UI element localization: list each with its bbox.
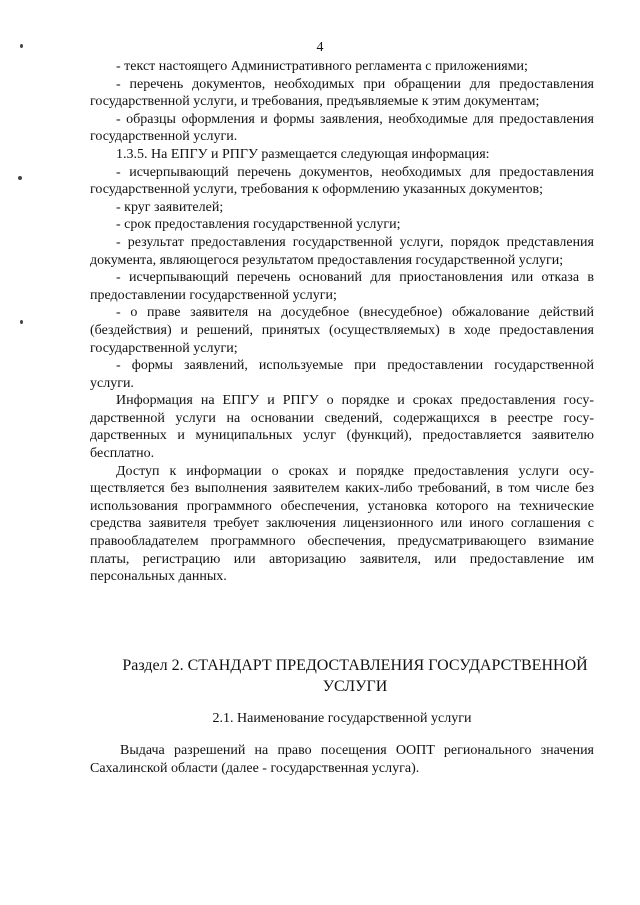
- paragraph: - текст настоящего Административного регламента с приложениями;: [116, 59, 528, 74]
- subsection-heading: 2.1. Наименование государственной услуги: [212, 711, 472, 726]
- paragraph: - исчерпывающий перечень документов, необходимых для предоставления государственной услуги, требования к оформлению указанных документов;: [90, 164, 594, 198]
- scan-speck: [18, 176, 22, 180]
- paragraph: - перечень документов, необходимых при обращении для предоставления государственной услуги, и требования, предъявляемые к этим документам;: [90, 76, 594, 110]
- paragraph: - результат предоставления государственной услуги, порядок представления документа, являющегося результатом предоставления государственной услуги;: [90, 234, 594, 268]
- final-text: [90, 742, 594, 777]
- scan-speck: [20, 320, 23, 324]
- paragraph: - о праве заявителя на досудебное (внесудебное) обжалование действий (бездействия) и решений, принятых (осуществляемых) в ходе предоставления государственной услуги;: [90, 305, 594, 356]
- scan-speck: [20, 44, 23, 48]
- paragraph: - круг заявителей;: [116, 199, 224, 215]
- final-paragraph: Выдача разрешений на право посещения ООПТ регионального значения Сахалинской области (далее - государственная услуга).: [90, 743, 594, 776]
- paragraph: 1.3.5. На ЕПГУ и РПГУ размещается следующая информация:: [116, 146, 490, 162]
- page-number: 4: [316, 40, 324, 55]
- section-heading: Раздел 2. СТАНДАРТ ПРЕДОСТАВЛЕНИЯ ГОСУДАРСТВЕННОЙ УСЛУГИ: [122, 657, 588, 695]
- paragraph: - срок предоставления государственной услуги;: [116, 217, 401, 233]
- paragraph: Доступ к информации о сроках и порядке предоставления услуги осуществляется без выполнения заявителем каких-либо требований, в том числе без использования программного обеспечения, установка которого на технические средства заявителя требует заключения лицензионного или иного соглашения с правообладателем программного обеспечения, предусматривающего взимание платы, регистрацию или авторизацию заявителя, или предоставление им персональных данных.: [90, 463, 594, 585]
- paragraph: - исчерпывающий перечень оснований для приостановления или отказа в предоставлении государственной услуги;: [90, 270, 594, 303]
- paragraph: - формы заявлений, используемые при предоставлении государственной услуги.: [90, 358, 594, 391]
- paragraph: - образцы оформления и формы заявления, необходимые для предоставления государственной услуги.: [90, 111, 594, 145]
- paragraph: Информация на ЕПГУ и РПГУ о порядке и сроках предоставления государственной услуги на основании сведений, содержащихся в реестре государственных и муниципальных услуг (функций), предоставляется заявителю бесплатно.: [90, 393, 594, 462]
- body-text: [90, 58, 594, 586]
